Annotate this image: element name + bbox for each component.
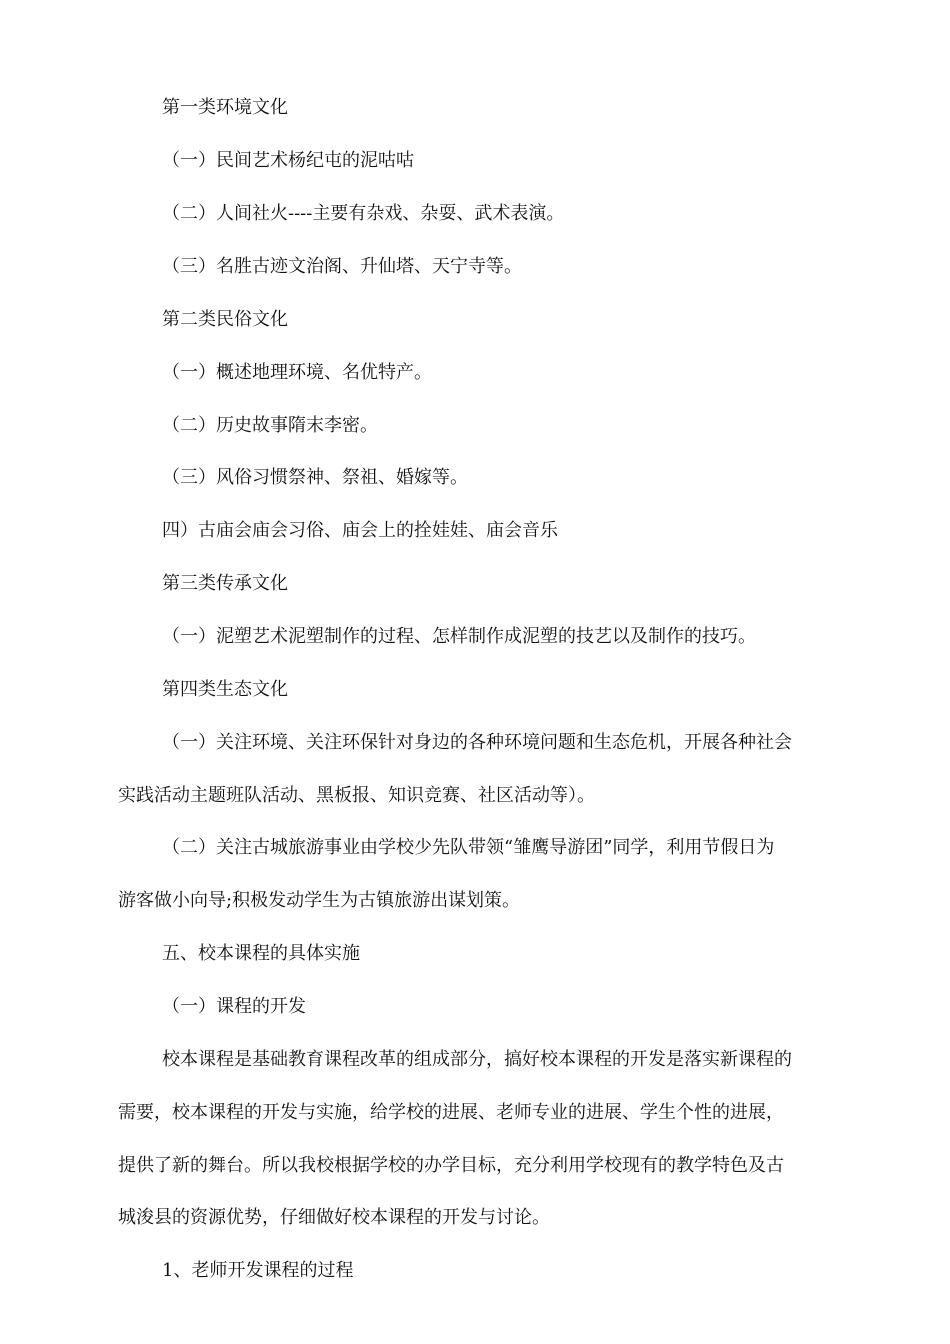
paragraph-line: 游客做小向导;积极发动学生为古镇旅游出谋划策。 [118, 890, 521, 911]
heading-folk-culture: 第二类民俗文化 [162, 309, 288, 330]
numbered-heading: 1、老师开发课程的过程 [162, 1260, 354, 1281]
list-item: （一）泥塑艺术泥塑制作的过程、怎样制作成泥塑的技艺以及制作的技巧。 [162, 626, 756, 647]
list-item: （三）名胜古迹文治阁、升仙塔、天宁寺等。 [162, 256, 522, 277]
paragraph-line: 实践活动主题班队活动、黑板报、知识竞赛、社区活动等）。 [118, 785, 595, 806]
paragraph-line: 需要，校本课程的开发与实施，给学校的进展、老师专业的进展、学生个性的进展， [118, 1102, 784, 1123]
heading-heritage-culture: 第三类传承文化 [162, 573, 288, 594]
paragraph-line: 校本课程是基础教育课程改革的组成部分，搞好校本课程的开发是落实新课程的 [162, 1049, 792, 1070]
list-item: （一）概述地理环境、名优特产。 [162, 362, 432, 383]
heading-environment-culture: 第一类环境文化 [162, 97, 288, 118]
list-item: （二）人间社火----主要有杂戏、杂耍、武术表演。 [162, 203, 565, 224]
paragraph-line: 提供了新的舞台。所以我校根据学校的办学目标，充分利用学校现有的教学特色及古 [118, 1155, 784, 1176]
list-item: （三）风俗习惯祭神、祭祖、婚嫁等。 [162, 467, 468, 488]
subsection-heading: （一）课程的开发 [162, 996, 306, 1017]
paragraph-line: （一）关注环境、关注环保针对身边的各种环境问题和生态危机，开展各种社会 [162, 732, 792, 753]
section-heading: 五、校本课程的具体实施 [162, 943, 360, 964]
paragraph-line: 城浚县的资源优势，仔细做好校本课程的开发与讨论。 [118, 1207, 550, 1228]
paragraph-line: （二）关注古城旅游事业由学校少先队带领“雏鹰导游团”同学，利用节假日为 [162, 837, 775, 858]
list-item: （二）历史故事隋末李密。 [162, 415, 378, 436]
heading-ecological-culture: 第四类生态文化 [162, 679, 288, 700]
list-item: 四）古庙会庙会习俗、庙会上的拴娃娃、庙会音乐 [162, 520, 558, 541]
list-item: （一）民间艺术杨纪屯的泥咕咕 [162, 150, 414, 171]
